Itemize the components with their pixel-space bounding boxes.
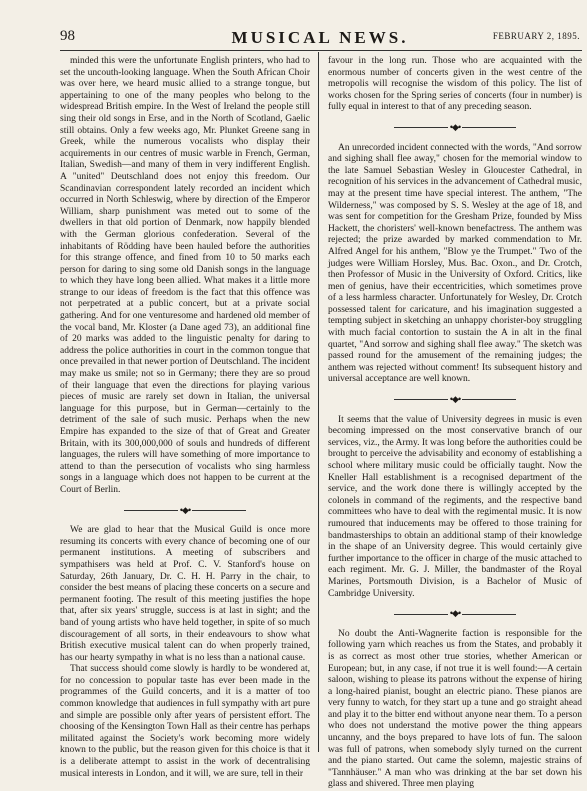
section-ornament: •◆• — [328, 608, 582, 620]
section-ornament: •◆• — [60, 505, 310, 517]
article-paragraph: It seems that the value of University degrees in music is even becoming impressed on the most conservative branch of our services, viz., the Army. It was long before the authorities could be brought to perceive the advisability and economy of establishing a school where military music could be officially taught. Now the Kneller Hall establishment is a recognised department of the service, and the work done there is willingly accepted by the colonels in command of the regiments, and the respective band committees who have to deal with the regimental music. It is now rumoured that inducements may be offered to those training for bandmasterships to obtain an additional stamp of their knowledge in the shape of an University degree. This would certainly give further importance to the officer in charge of the music attached to each regiment. Mr. G. J. Miller, the bandmaster of the Royal Marines, Portsmouth Division, is a Bachelor of Music of Cambridge University. — [328, 414, 582, 599]
article-paragraph: That success should come slowly is hardly to be wondered at, for no concession to popular taste has ever been made in the programmes of the Guild concerts, and it is a matter of too common knowledge that audiences in full sympathy with art pure and simple are possible only after years of persistent effort. The choosing of the Kensington Town Hall as their centre has perhaps militated against the Society's work becoming more widely known to the public, but the reason given for this choice is that it is a deliberate attempt to assist in the work of decentralising musical interests in London, and it will, we are sure, tell in their — [60, 664, 310, 779]
article-paragraph: minded this were the unfortunate English printers, who had to set the uncouth-looking language. When the South African Choir was over here, we heard music allied to a strange tongue, but appertaining to one of the many peoples who belong to the widespread British empire. In the West of Ireland the people still sing their old songs in Erse, and in the North of Scotland, Gaelic still obtains. Only a few weeks ago, Mr. Plunket Greene sang in Greek, while the numerous vocalists who display their acquirements in our centres of music warble in French, German, Italian, Swedish—and many of them in very indifferent English. A "united" Deutschland does not enjoy this freedom. Our Scandinavian correspondent lately recorded an incident which occurred in North Schleswig, where by direction of the Emperor William, sharp punishment was meted out to some of the dwellers in that old portion of Denmark, now happily blended with the German glorious confederation. Several of the inhabitants of Rödding have been hauled before the authorities for this strange offence, and fined from 10 to 50 marks each person for daring to sing some old Danish songs in the language to which they have long been allied. What makes it a little more strange to our ideas of freedom is the fact that this offence was not perpetrated at a public concert, but at a private social gathering. And for one venturesome and hardened old member of the vocal band, Mr. Kloster (a Dane aged 73), an additional fine of 20 marks was added to the linguistic penalty for daring to address the police authorities in court in the common tongue that once prevailed in that newer portion of Deutschland. The incident may make us smile; not so in Germany; there they are so proud of their language that even the directions for playing various pieces of music are rarely set down in Italian, the universal language for this purpose, but in German—certainly to the detriment of the sale of such music. Perhaps when the new Empire has expanded to the size of that of Great and Greater Britain, with its 300,000,000 of souls and hundreds of different languages, the rulers will have something of more importance to attend to than the persecution of vocalists who sing harmless songs in a language which does not happen to be current at the Court of Berlin. — [60, 56, 310, 495]
masthead-title: MUSICAL NEWS. — [231, 28, 409, 47]
article-paragraph: An unrecorded incident connected with the words, "And sorrow and sighing shall flee away," chosen for the memorial window to the late Samuel Sebastian Wesley in Gloucester Cathedral, in recognition of his services in the advancement of Cathedral music, may at the present time have special interest. The anthem, "The Wilderness," was composed by S. S. Wesley at the age of 18, and was sent for competition for the Gresham Prize, founded by Miss Hackett, the choristers' well-known benefactress. The anthem was rejected; the prize awarded by marked commendation to Mr. Alfred Angel for his anthem, "Blow ye the Trumpet." Two of the judges were William Horsley, Mus. Bac. Oxon., and Dr. Crotch, then Professor of Music in the University of Oxford. Critics, like men of genius, have their eccentricities, which sometimes prove of a less harmless character. Unfortunately for Wesley, Dr. Crotch possessed talent for caricature, and his imagination suggested a tempting subject in sketching an unhappy chorister-boy struggling with much facial contortion to sustain the A in alt in the final quartet, "And sorrow and sighing shall flee away." The sketch was passed round for the amusement of the remaining judges; the anthem was rejected without comment! Its subsequent history and universal acceptance are well known. — [328, 142, 582, 385]
section-ornament: •◆• — [328, 394, 582, 406]
page-header — [60, 28, 580, 48]
right-column — [328, 56, 582, 791]
page-number: 98 — [60, 28, 75, 44]
left-column — [60, 56, 310, 780]
article-paragraph: favour in the long run. Those who are acquainted with the enormous number of concerts given in the west centre of the metropolis will recognise the wisdom of this policy. The list of works chosen for the Spring series of concerts (four in number) is fully equal in interest to that of any preceding season. — [328, 56, 582, 113]
issue-date: FEBRUARY 2, 1895. — [492, 31, 580, 41]
column-divider — [318, 52, 319, 752]
article-paragraph: No doubt the Anti-Wagnerite faction is responsible for the following yarn which reaches us from the States, and probably it is as correct as most other true stories, whether American or European; but, in any case, if not true it is well found:—A certain saloon, wishing to please its patrons without the expense of hiring a long-haired pianist, bought an electric piano. These pianos are very funny to watch, for they start up a tune and go straight ahead and play it to the bitter end without anyone near them. To a person who does not understand the motive power the thing appears uncanny, and the boys prepared to have lots of fun. The saloon was full of patrons, when somebody slyly turned on the current and the piano started. Out came the solemn, majestic strains of "Tannhäuser." A man who was drinking at the bar set down his glass and shivered. Three men playing — [328, 628, 582, 790]
article-paragraph: We are glad to hear that the Musical Guild is once more resuming its concerts with every chance of becoming one of our permanent institutions. A meeting of subscribers and sympathisers was held at Prof. C. V. Stanford's house on Saturday, 26th January, Dr. C. H. H. Parry in the chair, to consider the best means of placing these concerts on a secure and permanent footing. The result of this meeting justifies the hope that, after six years' struggle, success is at last in sight; and the band of young artists who have held together, in spite of so much discouragement of all sorts, in their endeavours to show what British executive musical talent can do when properly trained, has our hearty sympathy in what is no less than a national cause. — [60, 525, 310, 663]
section-ornament: •◆• — [328, 122, 582, 134]
header-rule — [60, 50, 582, 51]
